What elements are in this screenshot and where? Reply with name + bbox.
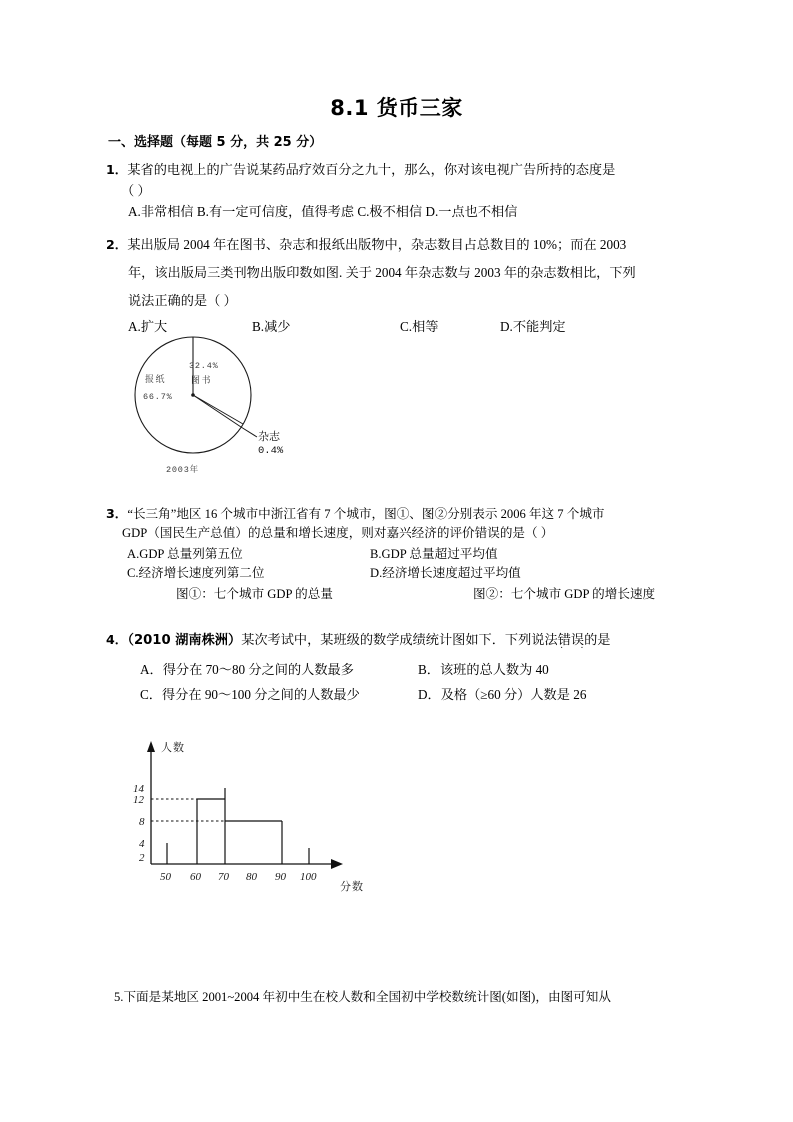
question-4-text-a: 某次考试中，某班级的数学成绩统计图如下．下列说法 <box>241 632 558 647</box>
question-4-option-a: A．得分在 70～80 分之间的人数最多 <box>140 662 354 677</box>
pie-label-baozhi-name: 报纸 <box>145 375 167 385</box>
pie-divider-zazhi-1 <box>193 395 241 427</box>
question-1-stem <box>106 160 615 180</box>
histogram-ytick-4: 4 <box>139 838 145 850</box>
question-4-option-b: B．该班的总人数为 40 <box>418 662 549 677</box>
histogram-xtick-50: 50 <box>160 871 171 883</box>
question-4-stem <box>106 630 610 651</box>
question-4-text-b: 的是 <box>584 632 611 647</box>
question-5-number: 5. <box>114 990 124 1004</box>
histogram-xtick-90: 90 <box>275 871 286 883</box>
question-2-option-a: A.扩大 <box>128 319 168 334</box>
pie-chart-caption: 2003年 <box>166 465 199 475</box>
question-2-option-d: D.不能判定 <box>500 319 566 334</box>
question-3-number: 3． <box>106 506 128 521</box>
question-3-line-1 <box>106 505 605 524</box>
question-3-text-1: “长三角”地区 16 个城市中浙江省有 7 个城市，图①、图②分别表示 2006 年这 7 个城市 <box>127 507 605 521</box>
pie-chart-svg <box>130 330 380 495</box>
question-3-figure-1-caption: 图①：七个城市 GDP 的总量 <box>176 587 333 601</box>
question-4-source: （2010 湖南株洲） <box>127 633 242 648</box>
question-3-option-a: A.GDP 总量列第五位 <box>127 547 243 561</box>
histogram-xtick-60: 60 <box>190 871 201 883</box>
question-2-option-b: B.减少 <box>252 319 291 334</box>
histogram-ytick-12: 12 <box>133 794 144 806</box>
page-title: 8.1 货币三家 <box>330 96 463 120</box>
histogram-ytick-2: 2 <box>139 852 145 864</box>
question-4-option-c: C．得分在 90～100 分之间的人数最少 <box>140 687 360 702</box>
question-4-option-d: D．及格（≥60 分）人数是 26 <box>418 687 587 702</box>
pie-divider-zazhi-2 <box>193 395 243 424</box>
pie-label-tushu-percent: 32.4% <box>189 361 219 371</box>
histogram-chart-scores <box>125 735 390 900</box>
question-3-option-b: B.GDP 总量超过平均值 <box>370 547 498 561</box>
pie-chart-2003 <box>130 330 380 495</box>
question-2-line-2: 年，该出版局三类刊物出版印数如图. 关于 2004 年杂志数与 2003 年的杂志数相比，下列 <box>128 265 636 280</box>
histogram-xtick-100: 100 <box>300 871 317 883</box>
question-4-emphasis: 错误 · · <box>558 632 584 647</box>
question-3-line-2: GDP（国民生产总值）的总量和增长速度，则对嘉兴经济的评价错误的是（ ） <box>122 526 554 540</box>
question-1-options: A.非常相信 B.有一定可信度，值得考虑 C.极不相信 D.一点也不相信 <box>128 204 518 219</box>
histogram-ytick-14: 14 <box>133 783 144 795</box>
question-3-option-d: D.经济增长速度超过平均值 <box>370 566 521 580</box>
question-5-stem <box>114 988 611 1007</box>
question-1-number: 1． <box>106 162 128 177</box>
pie-callout-leader <box>241 427 257 437</box>
histogram-y-axis-arrow <box>147 741 155 752</box>
pie-label-zazhi-percent: 0.4% <box>258 445 284 457</box>
question-3-option-c: C.经济增长速度列第二位 <box>127 566 265 580</box>
question-2-text-1: 某出版局 2004 年在图书、杂志和报纸出版物中，杂志数目占总数目的 10%；而在 2003 <box>127 237 627 252</box>
question-2-line-1 <box>106 235 626 255</box>
question-2-number: 2． <box>106 237 128 252</box>
question-1-stem-text: 某省的电视上的广告说某药品疗效百分之九十，那么，你对该电视广告所持的态度是 <box>127 162 616 177</box>
pie-label-tushu-name: 图书 <box>191 376 213 386</box>
question-2-option-c: C.相等 <box>400 319 439 334</box>
question-2-line-3: 说法正确的是（ ） <box>128 293 237 308</box>
question-4-number: 4． <box>106 632 128 647</box>
section-heading: 一、选择题（每题 5 分，共 25 分） <box>108 135 323 150</box>
histogram-x-axis-label: 分数 <box>340 880 364 893</box>
histogram-ytick-8: 8 <box>139 816 145 828</box>
histogram-x-axis-arrow <box>331 859 343 869</box>
question-1-blank: （ ） <box>121 183 151 198</box>
question-3-figure-2-caption: 图②：七个城市 GDP 的增长速度 <box>473 587 656 601</box>
question-5-text: 下面是某地区 2001~2004 年初中生在校人数和全国初中学校数统计图(如图)，由图可知从 <box>123 990 611 1004</box>
pie-label-zazhi-name: 杂志 <box>258 430 280 443</box>
histogram-svg <box>125 735 390 900</box>
histogram-xtick-70: 70 <box>218 871 229 883</box>
pie-label-baozhi-percent: 66.7% <box>143 392 173 402</box>
histogram-xtick-80: 80 <box>246 871 257 883</box>
histogram-y-axis-label: 人数 <box>161 741 185 754</box>
